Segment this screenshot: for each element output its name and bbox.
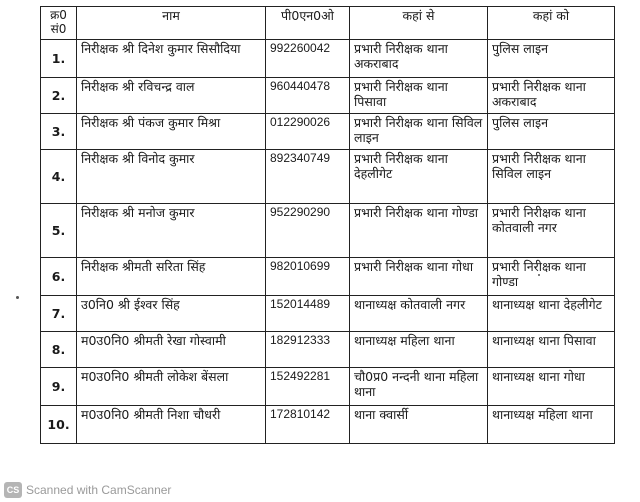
table-row <box>41 332 615 368</box>
name-cell: निरीक्षक श्री विनोद कुमार <box>77 150 266 204</box>
transfer-table <box>40 6 615 444</box>
from-cell: थानाध्यक्ष कोतवाली नगर <box>350 296 488 332</box>
serial-cell: 4. <box>41 150 77 204</box>
to-cell: थानाध्यक्ष थाना देहलीगेट <box>488 296 615 332</box>
phone-cell: 952290290 <box>266 204 350 258</box>
to-cell: प्रभारी निरीक्षक थाना अकराबाद <box>488 78 615 114</box>
from-cell: प्रभारी निरीक्षक थाना पिसावा <box>350 78 488 114</box>
phone-cell: 992260042 <box>266 40 350 78</box>
header-from: कहां से <box>350 7 488 40</box>
from-cell: प्रभारी निरीक्षक थाना गोण्डा <box>350 204 488 258</box>
header-serial: क्र0 सं0 <box>41 7 77 40</box>
phone-cell: 172810142 <box>266 406 350 444</box>
serial-cell: 2. <box>41 78 77 114</box>
phone-cell: 152492281 <box>266 368 350 406</box>
name-cell: निरीक्षक श्री दिनेश कुमार सिसौदिया <box>77 40 266 78</box>
phone-cell: 012290026 <box>266 114 350 150</box>
table-row <box>41 406 615 444</box>
serial-cell: 9. <box>41 368 77 406</box>
table-row <box>41 40 615 78</box>
phone-cell: 892340749 <box>266 150 350 204</box>
to-cell: प्रभारी निरीक्षक थाना गोण्डा <box>488 258 615 296</box>
to-cell: प्रभारी निरीक्षक थाना सिविल लाइन <box>488 150 615 204</box>
table-row <box>41 78 615 114</box>
scan-speck <box>16 296 19 299</box>
from-cell: प्रभारी निरीक्षक थाना सिविल लाइन <box>350 114 488 150</box>
serial-cell: 1. <box>41 40 77 78</box>
phone-cell: 982010699 <box>266 258 350 296</box>
name-cell: निरीक्षक श्रीमती सरिता सिंह <box>77 258 266 296</box>
header-to: कहां को <box>488 7 615 40</box>
table-row <box>41 368 615 406</box>
name-cell: निरीक्षक श्री रविचन्द्र वाल <box>77 78 266 114</box>
name-cell: म0उ0नि0 श्रीमती लोकेश बेंसला <box>77 368 266 406</box>
from-cell: प्रभारी निरीक्षक थाना गोधा <box>350 258 488 296</box>
to-cell: थानाध्यक्ष थाना पिसावा <box>488 332 615 368</box>
name-cell: उ0नि0 श्री ईश्वर सिंह <box>77 296 266 332</box>
camscanner-logo-icon: CS <box>4 482 22 498</box>
to-cell: पुलिस लाइन <box>488 40 615 78</box>
serial-cell: 3. <box>41 114 77 150</box>
header-phone: पी0एन0ओ <box>266 7 350 40</box>
from-cell: प्रभारी निरीक्षक थाना देहलीगेट <box>350 150 488 204</box>
from-cell: थानाध्यक्ष महिला थाना <box>350 332 488 368</box>
table-header-row <box>41 7 615 40</box>
scan-speck <box>538 274 540 276</box>
phone-cell: 182912333 <box>266 332 350 368</box>
serial-cell: 7. <box>41 296 77 332</box>
name-cell: निरीक्षक श्री पंकज कुमार मिश्रा <box>77 114 266 150</box>
to-cell: थानाध्यक्ष थाना गोधा <box>488 368 615 406</box>
table-row <box>41 150 615 204</box>
to-cell: प्रभारी निरीक्षक थाना कोतवाली नगर <box>488 204 615 258</box>
from-cell: प्रभारी निरीक्षक थाना अकराबाद <box>350 40 488 78</box>
serial-cell: 10. <box>41 406 77 444</box>
table-row <box>41 258 615 296</box>
serial-cell: 5. <box>41 204 77 258</box>
table-row <box>41 114 615 150</box>
serial-cell: 6. <box>41 258 77 296</box>
table-row <box>41 296 615 332</box>
name-cell: म0उ0नि0 श्रीमती निशा चौधरी <box>77 406 266 444</box>
phone-cell: 152014489 <box>266 296 350 332</box>
serial-cell: 8. <box>41 332 77 368</box>
from-cell: थाना क्वार्सी <box>350 406 488 444</box>
watermark-text: Scanned with CamScanner <box>26 483 172 497</box>
camscanner-watermark <box>4 482 171 498</box>
from-cell: चौ0प्र0 नन्दनी थाना महिला थाना <box>350 368 488 406</box>
name-cell: निरीक्षक श्री मनोज कुमार <box>77 204 266 258</box>
header-name: नाम <box>77 7 266 40</box>
table-row <box>41 204 615 258</box>
name-cell: म0उ0नि0 श्रीमती रेखा गोस्वामी <box>77 332 266 368</box>
phone-cell: 960440478 <box>266 78 350 114</box>
to-cell: थानाध्यक्ष महिला थाना <box>488 406 615 444</box>
to-cell: पुलिस लाइन <box>488 114 615 150</box>
